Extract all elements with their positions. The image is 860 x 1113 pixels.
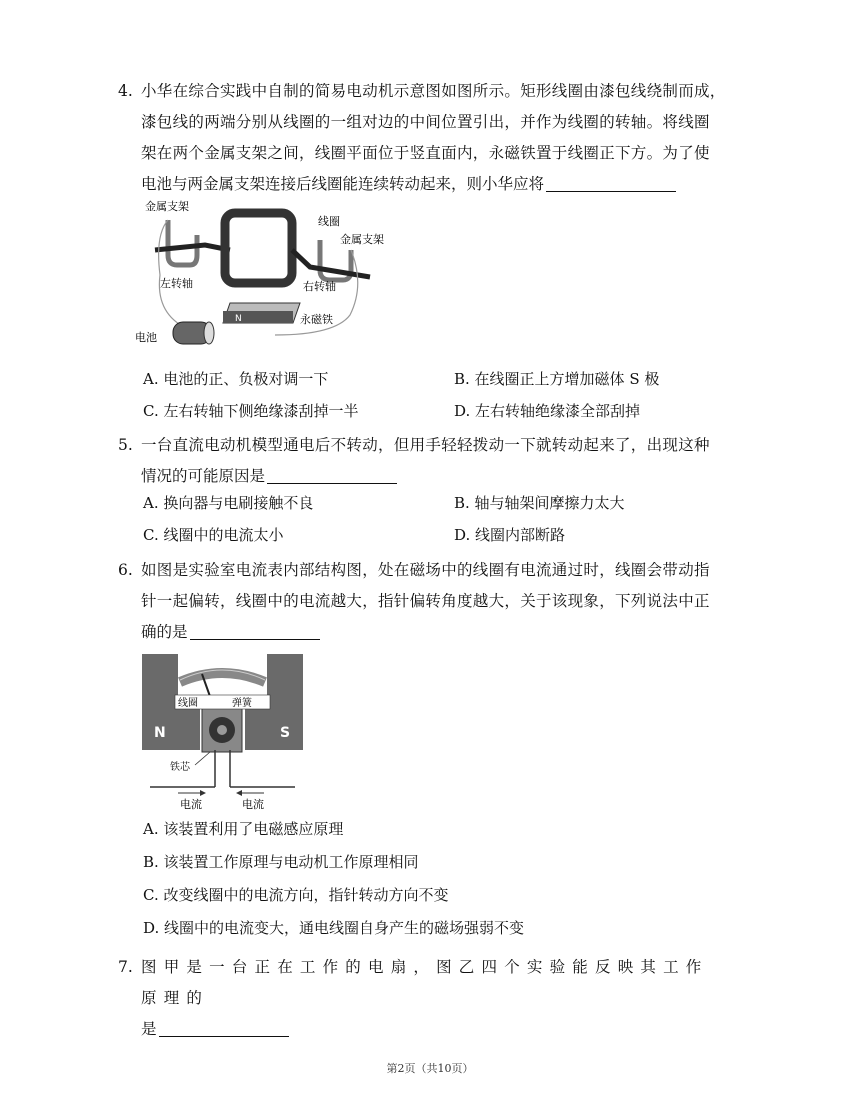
spring-label: 弹簧 xyxy=(232,698,252,709)
question-text-line: 架在两个金属支架之间，线圈平面位于竖直面内，永磁铁置于线圈正下方。为了使 xyxy=(141,144,710,162)
option-c[interactable]: C. 左右转轴下侧绝缘漆刮掉一半 xyxy=(143,402,359,420)
question-5 xyxy=(118,430,728,492)
right-axle-label: 右转轴 xyxy=(303,280,336,293)
question-6 xyxy=(118,555,728,648)
question-text-line: 小华在综合实践中自制的简易电动机示意图如图所示。矩形线圈由漆包线绕制而成， xyxy=(141,82,726,100)
south-label: S xyxy=(280,725,291,741)
question-text-line: 确的是 xyxy=(141,623,188,641)
current-left-label: 电流 xyxy=(180,798,202,811)
question-7 xyxy=(118,952,728,1045)
option-c[interactable]: C. 线圈中的电流太小 xyxy=(143,526,284,544)
option-a[interactable]: A. 该装置利用了电磁感应原理 xyxy=(143,820,344,838)
answer-blank[interactable] xyxy=(546,173,676,192)
page-footer: 第2页（共10页） xyxy=(386,1062,474,1075)
question-text-line: 图甲是一台正在工作的电扇，图乙四个实验能反映其工作原理的 xyxy=(141,958,709,1007)
question-number: 5. xyxy=(118,436,133,454)
option-c[interactable]: C. 改变线圈中的电流方向，指针转动方向不变 xyxy=(143,886,449,904)
motor-figure xyxy=(135,195,405,355)
option-a[interactable]: A. 电池的正、负极对调一下 xyxy=(143,370,329,388)
answer-blank[interactable] xyxy=(190,621,320,640)
north-label: N xyxy=(154,725,166,741)
question-text-line: 是 xyxy=(141,1020,157,1038)
option-a[interactable]: A. 换向器与电刷接触不良 xyxy=(143,494,314,512)
question-text-line: 针一起偏转，线圈中的电流越大，指针偏转角度越大，关于该现象，下列说法中正 xyxy=(141,592,710,610)
option-b[interactable]: B. 轴与轴架间摩擦力太大 xyxy=(454,494,625,512)
option-d[interactable]: D. 线圈内部断路 xyxy=(454,526,566,544)
answer-blank[interactable] xyxy=(159,1018,289,1037)
coil-label: 线圈 xyxy=(318,215,340,228)
question-text-line: 电池与两金属支架连接后线圈能连续转动起来，则小华应将 xyxy=(141,175,545,193)
answer-blank[interactable] xyxy=(267,465,397,484)
pole-label: N xyxy=(235,314,242,324)
right-bracket-label: 金属支架 xyxy=(340,233,384,246)
option-d[interactable]: D. 左右转轴绝缘漆全部刮掉 xyxy=(454,402,641,420)
option-d[interactable]: D. 线圈中的电流变大，通电线圈自身产生的磁场强弱不变 xyxy=(143,919,525,937)
magnet-label: 永磁铁 xyxy=(300,313,333,326)
question-number: 4. xyxy=(118,82,133,100)
option-b[interactable]: B. 该装置工作原理与电动机工作原理相同 xyxy=(143,853,419,871)
question-text-line: 情况的可能原因是 xyxy=(141,467,266,485)
ammeter-figure xyxy=(140,652,305,812)
question-4 xyxy=(118,76,728,200)
question-text-line: 如图是实验室电流表内部结构图，处在磁场中的线圈有电流通过时，线圈会带动指 xyxy=(141,561,710,579)
question-text-line: 漆包线的两端分别从线圈的一组对边的中间位置引出，并作为线圈的转轴。将线圈 xyxy=(141,113,710,131)
left-axle-label: 左转轴 xyxy=(160,277,193,290)
core-label: 铁芯 xyxy=(170,762,190,773)
current-right-label: 电流 xyxy=(242,798,264,811)
question-number: 6. xyxy=(118,561,133,579)
coil-label: 线圈 xyxy=(178,698,198,709)
option-b[interactable]: B. 在线圈正上方增加磁体 S 极 xyxy=(454,370,660,388)
question-number: 7. xyxy=(118,958,133,976)
left-bracket-label: 金属支架 xyxy=(145,200,189,213)
battery-label: 电池 xyxy=(135,331,157,344)
question-text-line: 一台直流电动机模型通电后不转动，但用手轻轻拨动一下就转动起来了，出现这种 xyxy=(141,436,710,454)
